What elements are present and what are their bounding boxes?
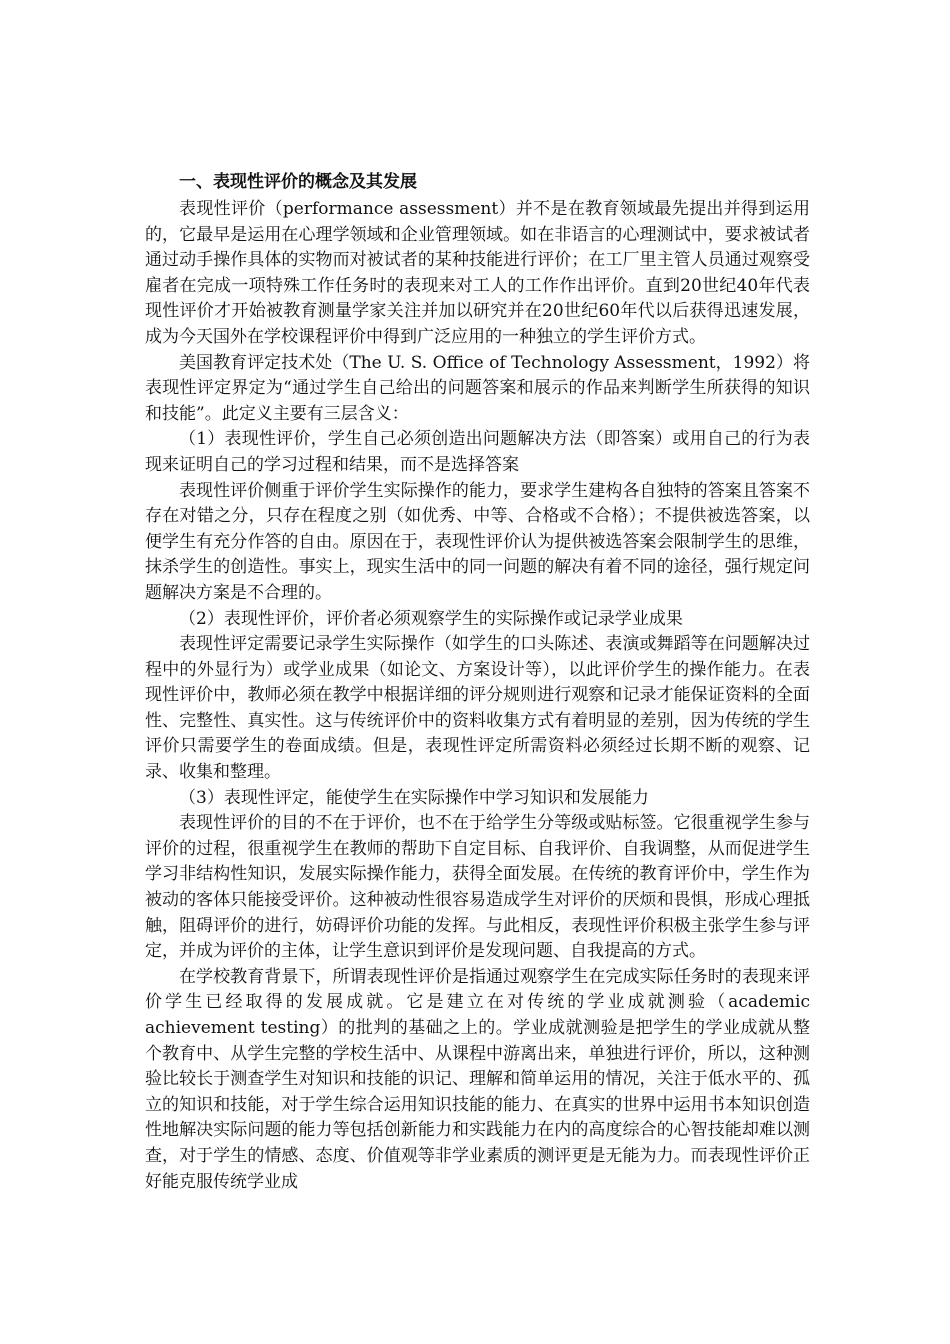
- paragraph-origin: 表现性评价（performance assessment）并不是在教育领域最先提出并得到运用的，它最早是运用在心理学领域和企业管理领域。如在非语言的心理测试中，要求被试者通过动手操作具体的实物而对被试者的某种技能进行评价；在工厂里主管人员通过观察受雇者在完成一项特殊工作任务时的表现来对工人的工作作出评价。直到20世纪40年代表现性评价才开始被教育测量学家关注并加以研究并在20世纪60年代以后获得迅速发展，成为今天国外在学校课程评价中得到广泛应用的一种独立的学生评价方式。: [145, 199, 810, 347]
- document-body: [145, 170, 810, 1195]
- paragraph-point-1: （1）表现性评价，学生自己必须创造出问题解决方法（即答案）或用自己的行为表现来证明自己的学习过程和结果，而不是选择答案: [145, 429, 810, 475]
- paragraph-definition: 美国教育评定技术处（The U. S. Office of Technology Assessment，1992）将表现性评定界定为“通过学生自己给出的问题答案和展示的作品来判断学生所获得的知识和技能”。此定义主要有三层含义：: [145, 352, 810, 424]
- paragraph-point-2-detail: 表现性评定需要记录学生实际操作（如学生的口头陈述、表演或舞蹈等在问题解决过程中的外显行为）或学业成果（如论文、方案设计等），以此评价学生的操作能力。在表现性评价中，教师必须在教学中根据详细的评分规则进行观察和记录才能保证资料的全面性、完整性、真实性。这与传统评价中的资料收集方式有着明显的差别，因为传统的学生评价只需要学生的卷面成绩。但是，表现性评定所需资料必须经过长期不断的观察、记录、收集和整理。: [145, 634, 810, 783]
- paragraph-point-2: （2）表现性评价，评价者必须观察学生的实际操作或记录学业成果: [179, 608, 683, 629]
- section-heading: 一、表现性评价的概念及其发展: [179, 172, 417, 192]
- paragraph-school-context: 在学校教育背景下，所谓表现性评价是指通过观察学生在完成实际任务时的表现来评价学生已经取得的发展成就。它是建立在对传统的学业成就测验（academic achievement testing）的批判的基础之上的。学业成就测验是把学生的学业成就从整个教育中、从学生完整的学校生活中、从课程中游离出来，单独进行评价，所以，这种测验比较长于测查学生对知识和技能的识记、理解和简单运用的情况，关注于低水平的、孤立的知识和技能，对于学生综合运用知识技能的能力、在真实的世界中运用书本知识创造性地解决实际问题的能力等包括创新能力和实践能力在内的高度综合的心智技能却难以测查，对于学生的情感、态度、价值观等非学业素质的测评更是无能为力。而表现性评价正好能克服传统学业成: [145, 966, 810, 1192]
- paragraph-point-1-detail: 表现性评价侧重于评价学生实际操作的能力，要求学生建构各自独特的答案且答案不存在对错之分，只存在程度之别（如优秀、中等、合格或不合格）；不提供被选答案，以便学生有充分作答的自由。原因在于，表现性评价认为提供被选答案会限制学生的思维，抹杀学生的创造性。事实上，现实生活中的同一问题的解决有着不同的途径，强行规定问题解决方案是不合理的。: [145, 480, 810, 603]
- paragraph-point-3-detail: 表现性评价的目的不在于评价，也不在于给学生分等级或贴标签。它很重视学生参与评价的过程，很重视学生在教师的帮助下自定目标、自我评价、自我调整，从而促进学生学习非结构性知识，发展实际操作能力，获得全面发展。在传统的教育评价中，学生作为被动的客体只能接受评价。这种被动性很容易造成学生对评价的厌烦和畏惧，形成心理抵触，阻碍评价的进行，妨碍评价功能的发挥。与此相反，表现性评价积极主张学生参与评定，并成为评价的主体，让学生意识到评价是发现问题、自我提高的方式。: [145, 813, 810, 962]
- paragraph-point-3: （3）表现性评定，能使学生在实际操作中学习知识和发展能力: [179, 787, 649, 808]
